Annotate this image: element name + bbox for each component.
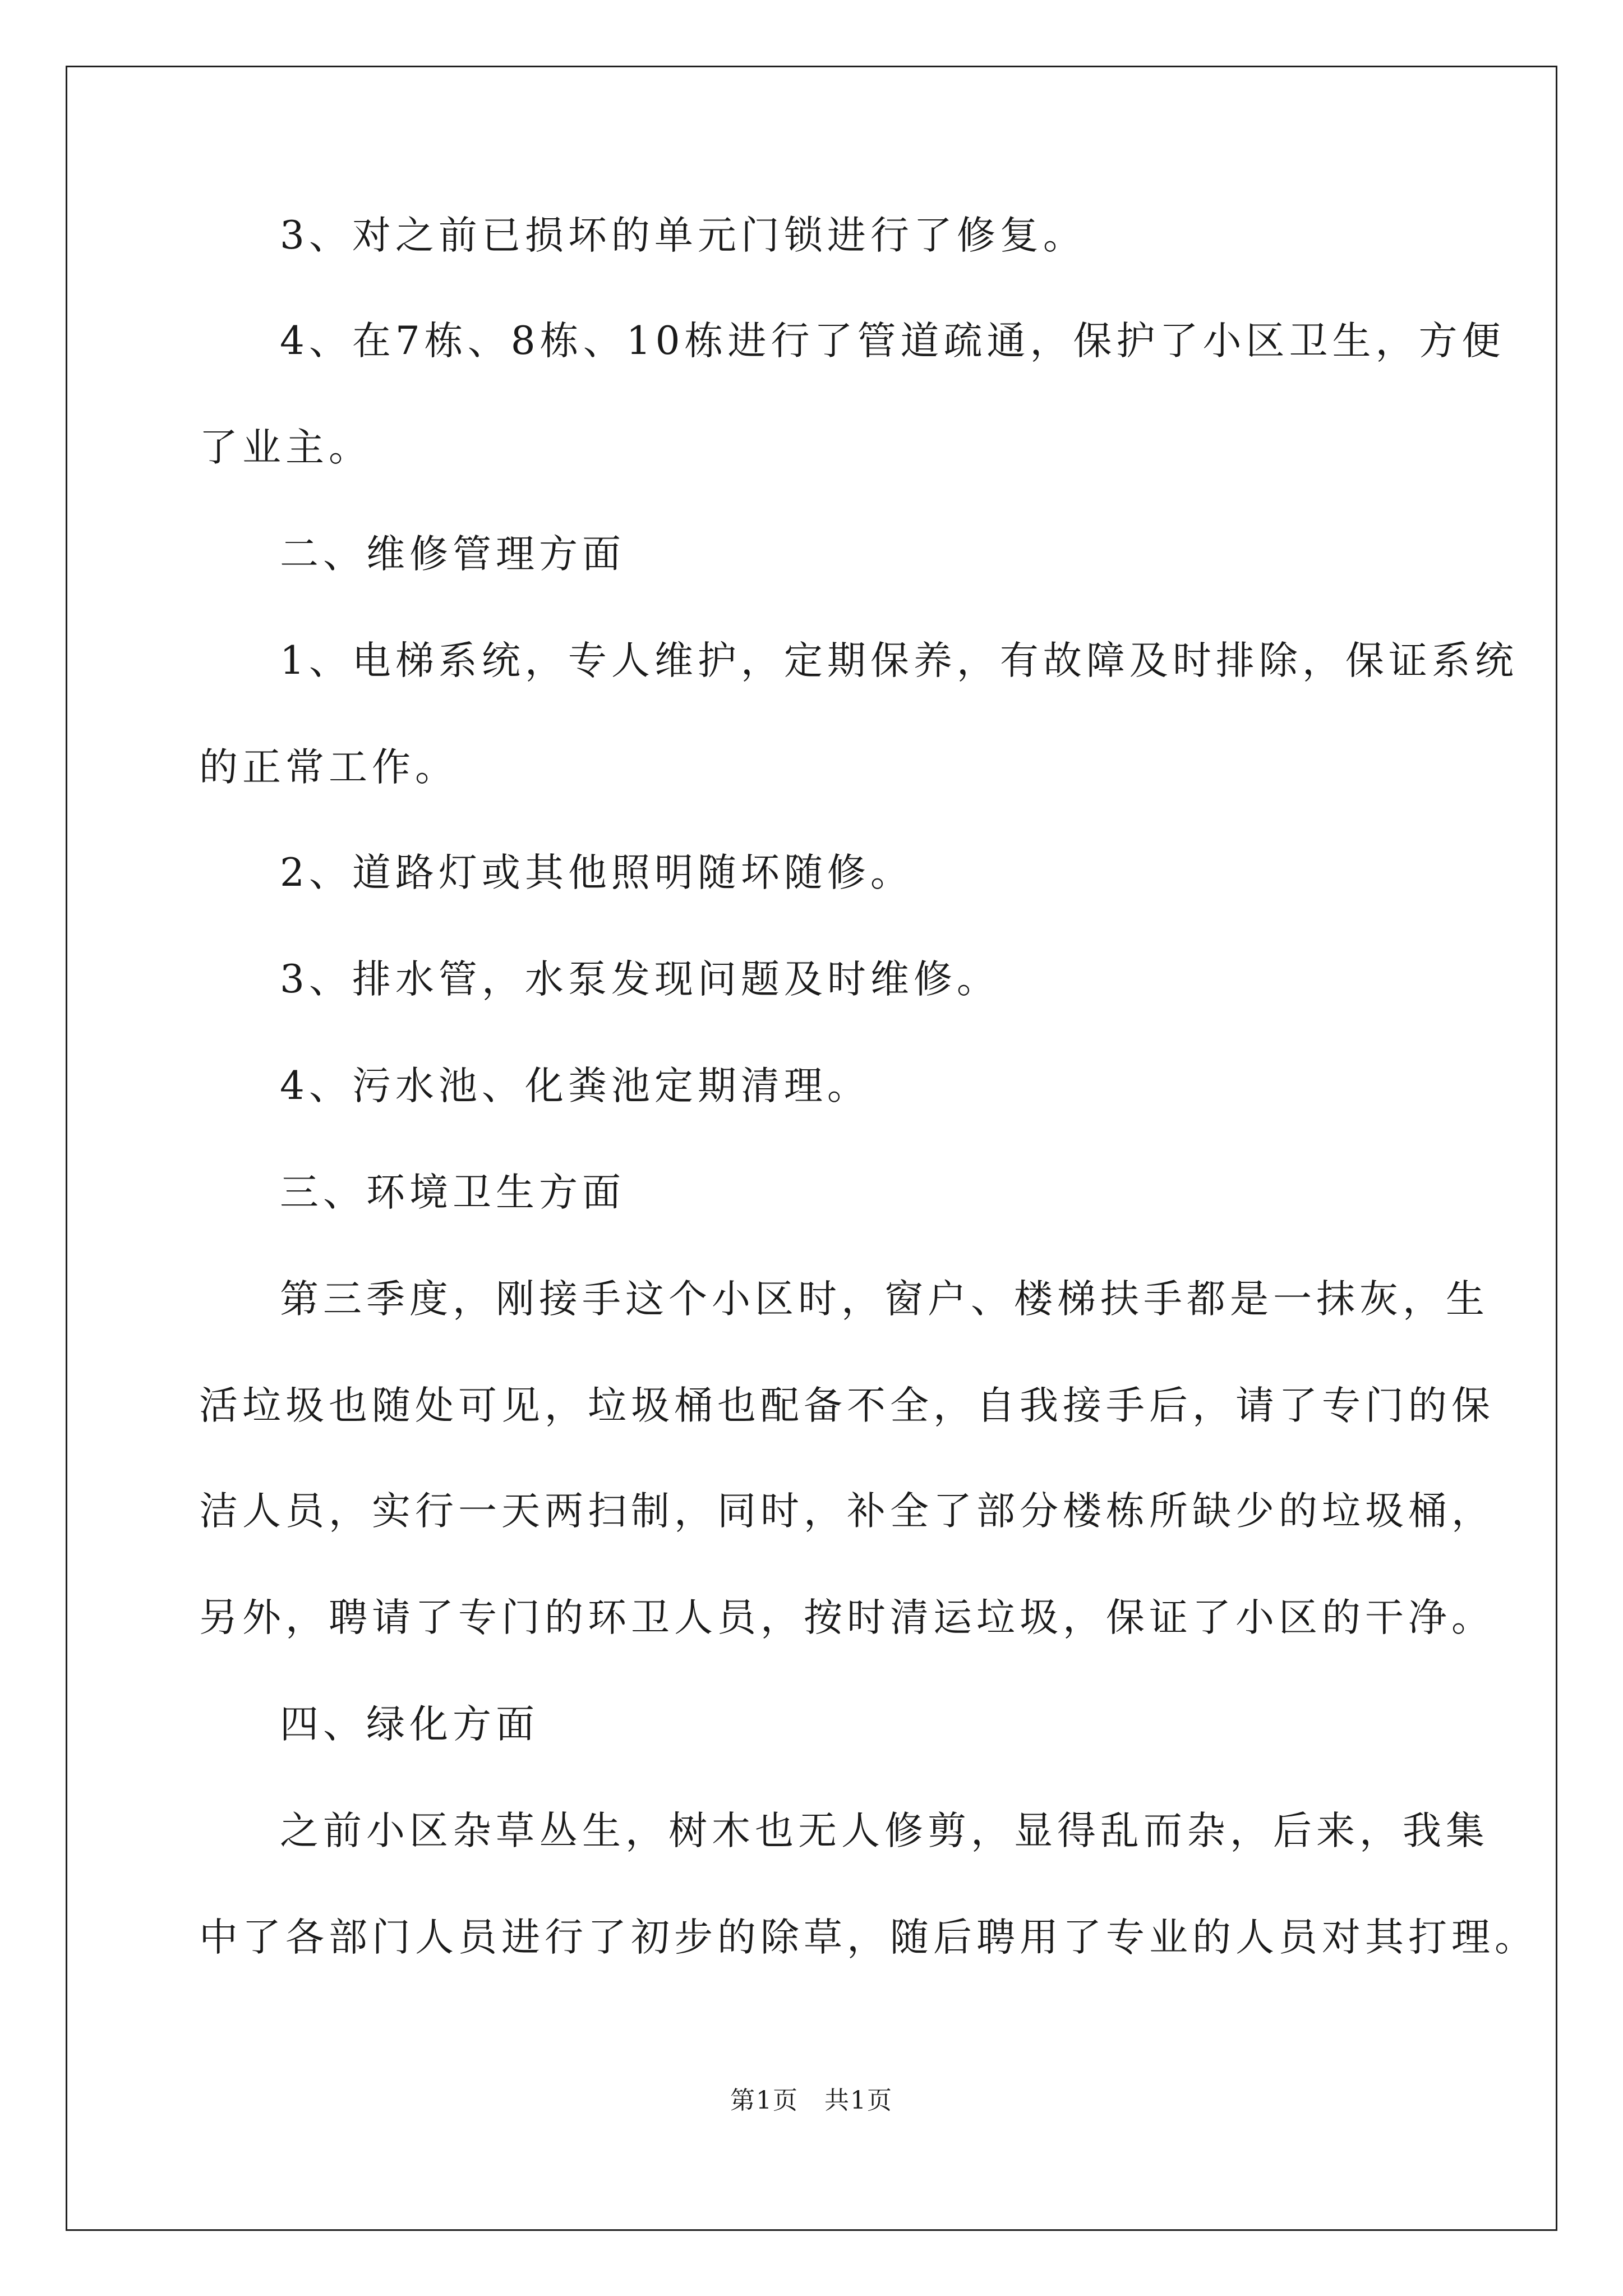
paragraph-line: 另外，聘请了专门的环卫人员，按时清运垃圾，保证了小区的干净。 [199, 1595, 1495, 1640]
paragraph-line: 第三季度，刚接手这个小区时，窗户、楼梯扶手都是一抹灰，生 [280, 1277, 1489, 1322]
paragraph-line: 4、在7栋、8栋、10栋进行了管道疏通，保护了小区卫生，方便 [280, 319, 1505, 364]
paragraph-line: 2、道路灯或其他照明随坏随修。 [280, 850, 914, 895]
paragraph-line: 1、电梯系统，专人维护，定期保养，有故障及时排除，保证系统 [280, 638, 1518, 683]
paragraph-line: 之前小区杂草丛生，树木也无人修剪，显得乱而杂，后来，我集 [280, 1809, 1489, 1853]
paragraph-line: 的正常工作。 [199, 745, 458, 790]
paragraph-line: 3、对之前已损坏的单元门锁进行了修复。 [280, 213, 1086, 258]
page-border [66, 66, 1557, 2231]
paragraph-line: 中了各部门人员进行了初步的除草，随后聘用了专业的人员对其打理。 [199, 1915, 1538, 1960]
section-heading: 四、绿化方面 [280, 1702, 539, 1747]
paragraph-line: 3、排水管，水泵发现问题及时维修。 [280, 957, 1000, 1002]
paragraph-line: 4、污水池、化粪池定期清理。 [280, 1064, 870, 1108]
section-heading: 三、环境卫生方面 [280, 1170, 625, 1215]
paragraph-line: 洁人员，实行一天两扫制，同时，补全了部分楼栋所缺少的垃圾桶， [199, 1489, 1495, 1534]
section-heading: 二、维修管理方面 [280, 532, 625, 577]
paragraph-line: 了业主。 [199, 425, 372, 470]
paragraph-line: 活垃圾也随处可见，垃圾桶也配备不全，自我接手后，请了专门的保 [199, 1383, 1495, 1428]
page-footer: 第1页 共1页 [730, 2086, 893, 2115]
